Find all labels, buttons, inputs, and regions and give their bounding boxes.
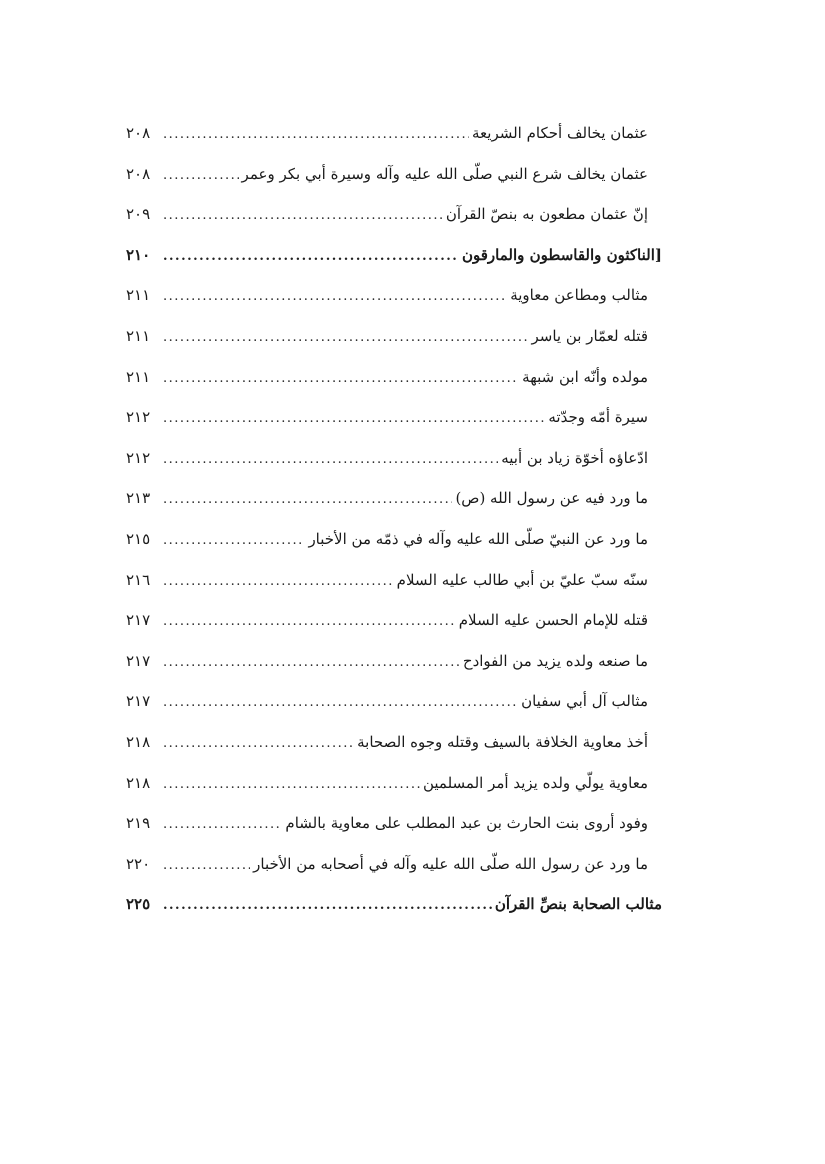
toc-entry-page: ٢١١ [126, 367, 151, 386]
toc-leader-dots [163, 886, 492, 927]
toc-entry-title: معاوية يولّي ولده يزيد أمر المسلمين [422, 773, 648, 792]
toc-leader-dots [163, 765, 420, 806]
toc-entry-page: ٢٠٩ [126, 205, 151, 224]
toc-entry-title: [الناكثون والقاسطون والمارقون [462, 245, 662, 264]
toc-leader-dots [163, 562, 394, 603]
toc-leader-dots [163, 846, 250, 887]
toc-leader-dots [163, 115, 469, 156]
toc-entry-title: أخذ معاوية الخلافة بالسيف وقتله وجوه الصحابة [357, 732, 648, 751]
toc-entry-page: ٢١١ [126, 286, 151, 305]
toc-entry-page: ٢١٦ [126, 570, 151, 589]
toc-entry [126, 803, 662, 844]
toc-entry-page: ٢٠٨ [126, 124, 151, 142]
toc-entry-page: ٢١٠ [126, 245, 151, 264]
toc-entry-page: ٢٠٨ [126, 164, 151, 183]
toc-entry [126, 600, 662, 641]
toc-leader-dots [163, 521, 305, 562]
toc-entry-page: ٢٢٥ [126, 895, 151, 914]
toc-entry-title: سنّه سبّ عليّ بن أبي طالب عليه السلام [396, 570, 648, 589]
toc-entry-title: مثالب ومطاعن معاوية [510, 286, 648, 305]
toc-entry [126, 844, 662, 885]
toc-entry-page: ٢١٢ [126, 448, 151, 467]
toc-entry-title: مثالب آل أبي سفيان [521, 692, 648, 711]
toc-leader-dots [163, 480, 452, 521]
toc-entry-page: ٢١٧ [126, 611, 151, 630]
toc-leader-dots [163, 602, 456, 643]
toc-entry-title: قتله لعمّار بن ياسر [531, 326, 648, 345]
table-of-contents [126, 113, 662, 925]
toc-entry [126, 560, 662, 601]
toc-leader-dots [163, 683, 518, 724]
toc-section-heading [126, 235, 662, 276]
toc-entry-page: ٢١٨ [126, 773, 151, 792]
toc-leader-dots [163, 196, 443, 237]
toc-entry [126, 154, 662, 195]
toc-entry-page: ٢١٧ [126, 651, 151, 670]
toc-entry-title: وفود أروى بنت الحارث بن عبد المطلب على معاوية بالشام [285, 814, 648, 833]
toc-leader-dots [163, 399, 545, 440]
toc-entry [126, 357, 662, 398]
toc-entry [126, 397, 662, 438]
toc-leader-dots [163, 724, 354, 765]
toc-entry [126, 194, 662, 235]
toc-entry-title: ما صنعه ولده يزيد من الفوادح [462, 651, 648, 670]
toc-entry [126, 722, 662, 763]
toc-entry-page: ٢٢٠ [126, 854, 151, 873]
toc-leader-dots [163, 643, 460, 684]
toc-entry-title: سيرة أمّه وجدّته [548, 408, 648, 427]
toc-entry-page: ٢١٢ [126, 408, 151, 427]
toc-entry-title: ما ورد عن النبيّ صلّى الله عليه وآله في ذمّه من الأخبار [308, 529, 648, 548]
toc-leader-dots [163, 277, 507, 318]
toc-entry-title: مثالب الصحابة بنصِّ القرآن [494, 895, 662, 914]
toc-leader-dots [163, 237, 459, 278]
toc-entry [126, 763, 662, 804]
toc-entry-page: ٢١٥ [126, 529, 151, 548]
toc-entry-title: ما ورد عن رسول الله صلّى الله عليه وآله في أصحابه من الأخبار [253, 854, 648, 873]
toc-leader-dots [163, 805, 282, 846]
toc-leader-dots [163, 318, 529, 359]
toc-entry [126, 641, 662, 682]
toc-section-heading [126, 884, 662, 925]
toc-entry [126, 316, 662, 357]
toc-entry-page: ٢١١ [126, 326, 151, 345]
toc-entry-title: مولده وأنّه ابن شبهة [522, 367, 648, 386]
toc-entry-title: قتله للإمام الحسن عليه السلام [458, 611, 648, 630]
toc-entry-page: ٢١٧ [126, 692, 151, 711]
toc-entry-page: ٢١٩ [126, 814, 151, 833]
toc-entry [126, 438, 662, 479]
toc-entry-title: ما ورد فيه عن رسول الله (ص) [455, 489, 648, 508]
toc-entry [126, 275, 662, 316]
toc-entry-title: إنّ عثمان مطعون به بنصّ القرآن [445, 205, 648, 224]
toc-leader-dots [163, 440, 498, 481]
toc-leader-dots [163, 156, 239, 197]
toc-entry-page: ٢١٨ [126, 732, 151, 751]
toc-entry-title: عثمان يخالف شرع النبي صلّى الله عليه وآله وسيرة أبي بكر وعمر [241, 164, 648, 183]
toc-entry-title: ادّعاؤه أخوّة زياد بن أبيه [501, 448, 648, 467]
toc-entry [126, 681, 662, 722]
toc-entry [126, 478, 662, 519]
toc-entry [126, 519, 662, 560]
toc-entry-page: ٢١٣ [126, 489, 151, 508]
toc-entry-title: عثمان يخالف أحكام الشريعة [472, 124, 648, 142]
toc-leader-dots [163, 359, 519, 400]
toc-entry [126, 113, 662, 154]
